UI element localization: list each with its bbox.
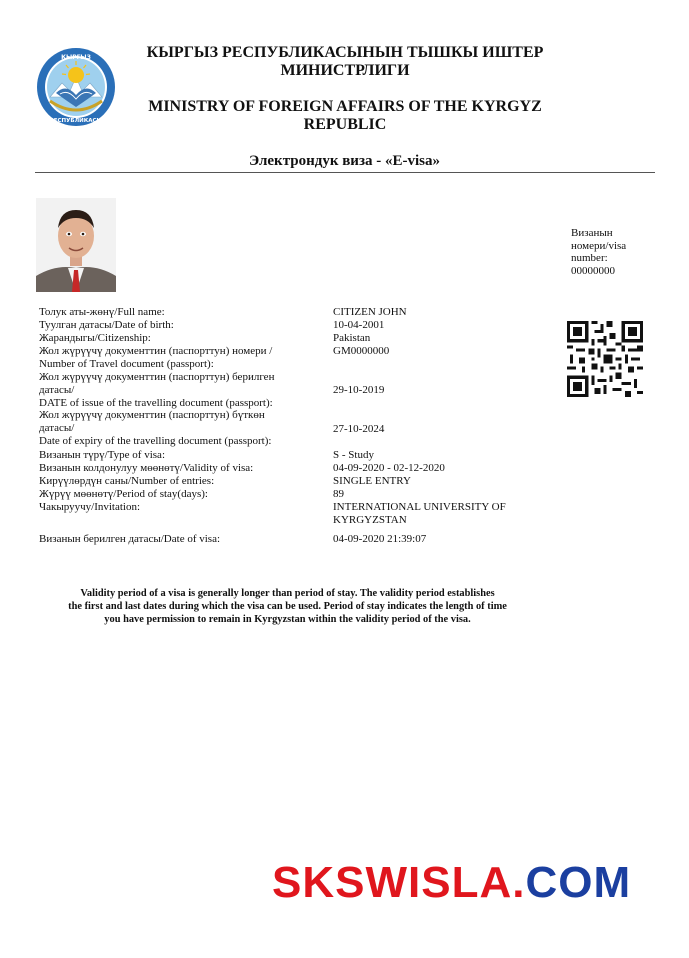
invitation-value-line2: KYRGYZSTAN	[333, 513, 407, 526]
expiry-date-label-line3: Date of expiry of the travelling document (passport):	[39, 434, 272, 447]
passport-number-label-line2: Number of Travel document (passport):	[39, 357, 214, 370]
svg-text:РЕСПУБЛИКАСЫ: РЕСПУБЛИКАСЫ	[49, 118, 103, 124]
dob-label: Туулган датасы/Date of birth:	[39, 319, 174, 331]
expiry-date-label	[39, 409, 294, 447]
full-name-value: CITIZEN JOHN	[333, 306, 407, 318]
ministry-title-english-line2: REPUBLIC	[303, 116, 387, 133]
expiry-date-label-line2: датасы/	[39, 421, 75, 434]
ministry-title-kyrgyz-line2: МИНИСТРЛИГИ	[280, 62, 410, 79]
visa-number-value: 00000000	[571, 264, 615, 277]
watermark-part2: COM	[525, 858, 632, 907]
evisa-title: Электрондук виза - «E-visa»	[249, 153, 440, 169]
passport-number-value: GM0000000	[333, 345, 390, 357]
validity-notice-line2: the first and last dates during which the visa can be used. Period of stay indicates the length of time	[68, 601, 507, 613]
watermark-part1: SKSWISLA	[272, 858, 513, 907]
expiry-date-label-line1: Жол жүрүүчү документтин (паспорттун) бүткөн	[39, 409, 265, 421]
stay-value: 89	[333, 488, 344, 500]
svg-text:КЫРГЫЗ: КЫРГЫЗ	[61, 54, 91, 61]
full-name-label: Толук аты-жөнү/Full name:	[39, 306, 165, 318]
header-divider	[35, 172, 655, 173]
qr-code-icon	[567, 321, 643, 397]
validity-label: Визанын колдонулуу мөөнөтү/Validity of visa:	[39, 462, 254, 474]
ministry-title-kyrgyz-line1: КЫРГЫЗ РЕСПУБЛИКАСЫНЫН ТЫШКЫ ИШТЕР	[146, 44, 544, 61]
invitation-value	[333, 501, 553, 527]
watermark	[272, 858, 631, 908]
entries-label: Кирүүлөрдүн саны/Number of entries:	[39, 475, 215, 487]
validity-value: 04-09-2020 - 02-12-2020	[333, 462, 445, 474]
issue-date-label	[39, 371, 294, 409]
validity-notice-line3: you have permission to remain in Kyrgyzstan within the validity period of the visa.	[104, 614, 471, 626]
issue-date-label-line2: датасы/	[39, 383, 75, 396]
visa-number-label-line2: номери/visa	[571, 239, 627, 252]
citizenship-value: Pakistan	[333, 332, 371, 344]
stay-label: Жүрүү мөөнөтү/Period of stay(days):	[39, 488, 208, 500]
ministry-title-english	[120, 98, 570, 134]
visa-type-value: S - Study	[333, 449, 374, 461]
dob-value: 10-04-2001	[333, 319, 385, 331]
visa-number-block	[571, 227, 651, 277]
validity-notice	[40, 587, 535, 627]
validity-notice-line1: Validity period of a visa is generally longer than period of stay. The validity period establishes	[80, 588, 495, 599]
date-of-visa-value: 04-09-2020 21:39:07	[333, 533, 427, 545]
issue-date-value: 29-10-2019	[333, 384, 385, 396]
visa-number-label-line3: number:	[571, 252, 608, 264]
ministry-title-english-line1: MINISTRY OF FOREIGN AFFAIRS OF THE KYRGYZ	[148, 98, 542, 115]
citizenship-label: Жарандыгы/Citizenship:	[39, 332, 151, 344]
passport-number-label	[39, 345, 294, 371]
passport-number-label-line1: Жол жүрүүчү документтин (паспорттун) номери /	[39, 345, 273, 357]
expiry-date-value: 27-10-2024	[333, 423, 385, 435]
watermark-dot: .	[512, 858, 526, 907]
invitation-label: Чакыруучу/Invitation:	[39, 501, 141, 513]
entries-value: SINGLE ENTRY	[333, 475, 411, 487]
invitation-value-line1: INTERNATIONAL UNIVERSITY OF	[333, 501, 506, 513]
kyrgyz-state-emblem-icon	[36, 47, 116, 127]
issue-date-label-line1: Жол жүрүүчү документтин (паспорттун) берилген	[39, 371, 275, 383]
applicant-photo	[36, 198, 116, 292]
visa-number-label-line1: Визанын	[571, 227, 613, 239]
ministry-title-kyrgyz	[120, 44, 570, 80]
visa-type-label: Визанын түрү/Type of visa:	[39, 449, 166, 461]
date-of-visa-label: Визанын берилген датасы/Date of visa:	[39, 533, 221, 545]
issue-date-label-line3: DATE of issue of the travelling document (passport):	[39, 396, 273, 409]
